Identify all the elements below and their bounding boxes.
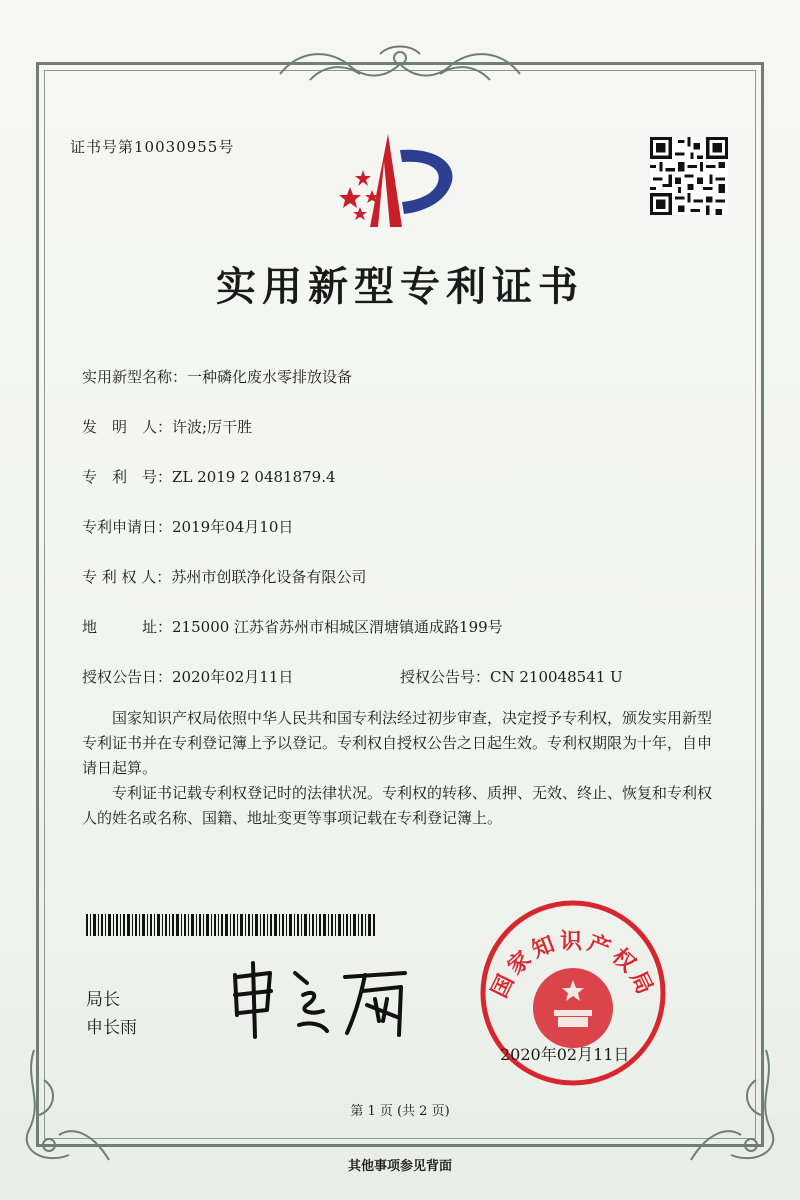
field-grant-date [82, 666, 293, 687]
director-name: 申长雨 [86, 1018, 137, 1038]
field-value: 一种磷化废水零排放设备 [187, 368, 353, 386]
field-label: 授权公告日： [82, 668, 173, 686]
field-patentee [82, 566, 366, 587]
field-value: CN 210048541 U [490, 668, 623, 686]
field-filing-date [82, 516, 293, 537]
field-utility-model-name [82, 366, 352, 387]
barcode [86, 914, 376, 936]
top-ornament [270, 44, 530, 90]
field-label: 地 址： [82, 618, 173, 636]
field-value: 许波;厉干胜 [172, 418, 253, 436]
field-grant-number [400, 666, 623, 687]
director-title: 局长 [86, 990, 120, 1010]
field-label: 专利申请日： [82, 518, 173, 536]
cnipa-emblem-icon [330, 132, 470, 232]
field-value: ZL 2019 2 0481879.4 [172, 468, 336, 486]
field-value: 苏州市创联净化设备有限公司 [171, 568, 367, 586]
field-value: 215000 江苏省苏州市相城区渭塘镇通成路199号 [172, 618, 503, 636]
field-label: 专 利 权 人： [82, 568, 172, 586]
field-label: 授权公告号： [400, 668, 491, 686]
field-inventor [82, 416, 252, 437]
seal-date: 2020年02月11日 [500, 1045, 630, 1064]
field-label: 专 利 号： [82, 468, 173, 486]
field-value: 2020年02月11日 [172, 668, 294, 686]
certificate-number: 证书号第10030955号 [70, 138, 235, 156]
field-label: 发 明 人： [82, 418, 173, 436]
seal-text: 国家知识产权局 [487, 929, 659, 1002]
body-paragraph-1: 国家知识产权局依照中华人民共和国专利法经过初步审查，决定授予专利权，颁发实用新型专利证书并在专利登记簿上予以登记。专利权自授权公告之日起生效。专利权期限为十年，自申请日起算。 [82, 709, 713, 777]
certificate-title: 实用新型专利证书 [216, 263, 584, 310]
field-address [82, 616, 503, 637]
page-number: 第 1 页 (共 2 页) [350, 1104, 450, 1119]
director-signature [215, 955, 415, 1045]
field-label: 实用新型名称： [82, 368, 188, 386]
footer-note: 其他事项参见背面 [347, 1159, 452, 1174]
qr-code[interactable] [650, 137, 728, 215]
field-value: 2019年04月10日 [172, 518, 294, 536]
body-paragraph-2: 专利证书记载专利权登记时的法律状况。专利权的转移、质押、无效、终止、恢复和专利权人的姓名或名称、国籍、地址变更等事项记载在专利登记簿上。 [82, 784, 713, 827]
field-patent-number [82, 466, 336, 487]
